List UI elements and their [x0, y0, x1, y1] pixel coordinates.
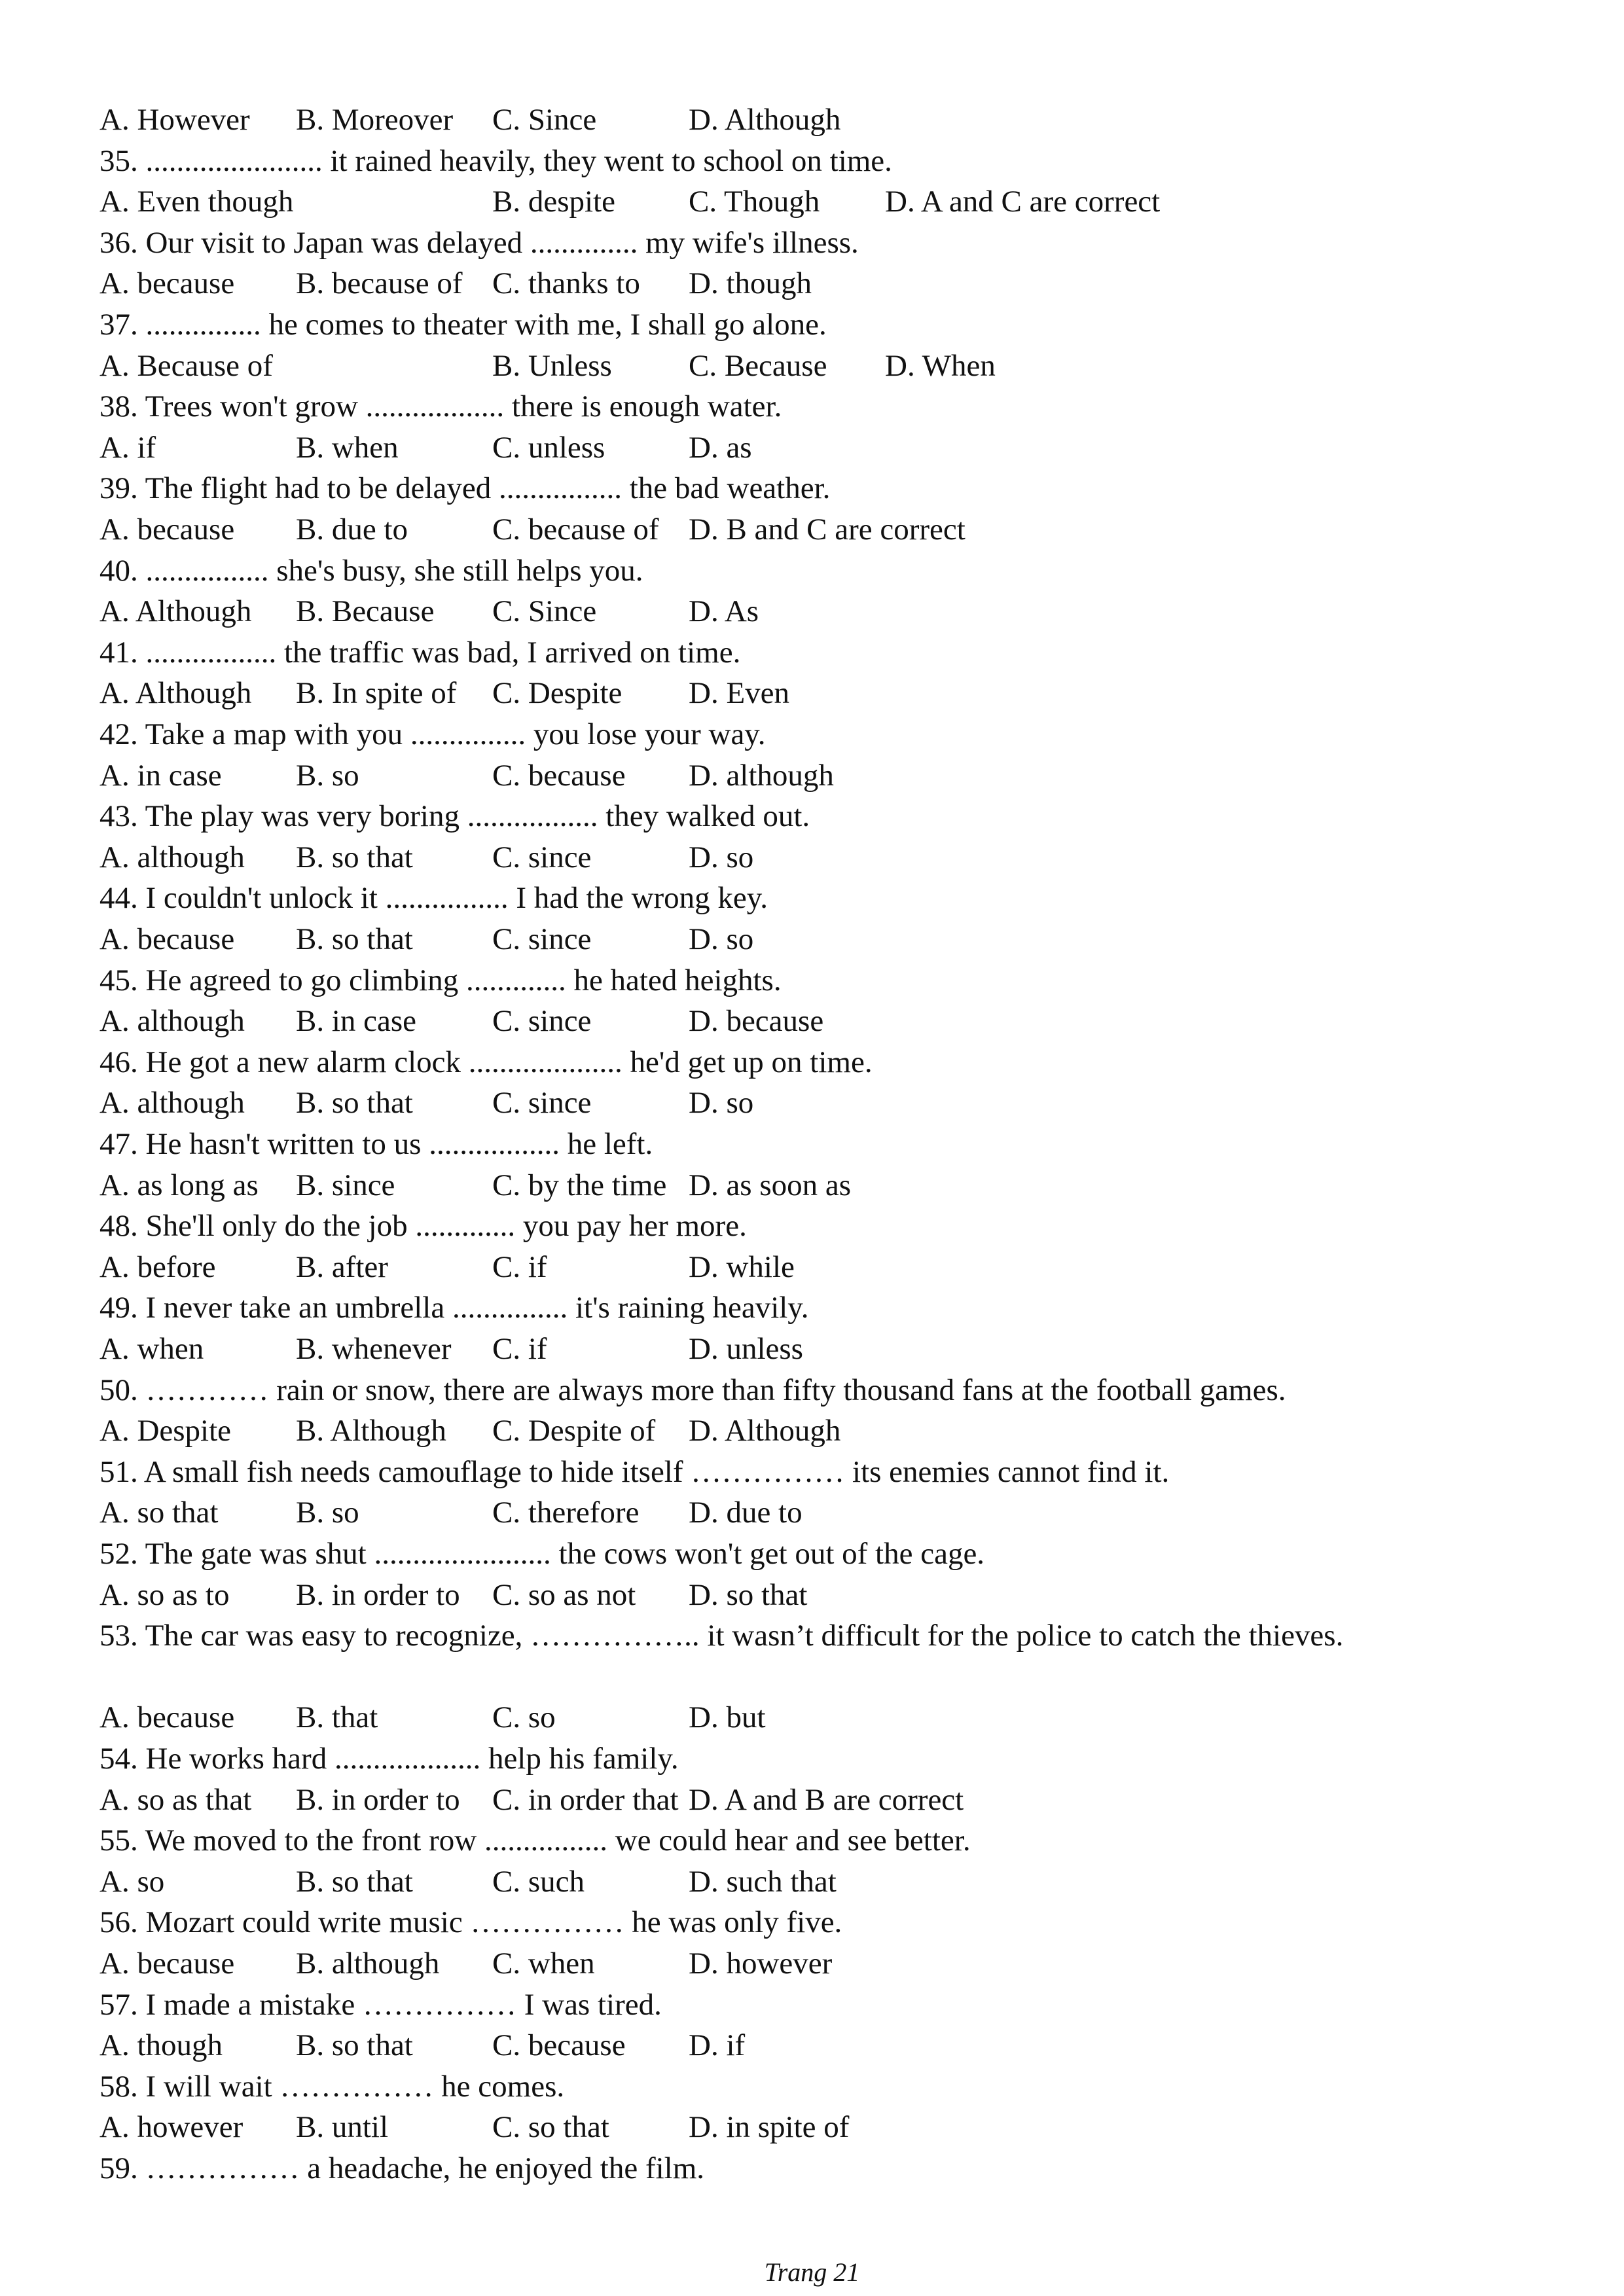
question-text: 43. The play was very boring ................. they walked out. [99, 799, 810, 834]
option-d: D. though [689, 266, 812, 301]
option-a: A. Because of [99, 348, 273, 383]
option-e: D. A and C are correct [885, 185, 1161, 219]
option-a: A. before [99, 1249, 216, 1284]
option-d: D. as [689, 430, 752, 465]
option-a: A. if [99, 430, 156, 465]
option-b: B. so that [296, 1086, 413, 1121]
question-text: 50. ………… rain or snow, there are always more than fifty thousand fans at the football games. [99, 1372, 1286, 1407]
question-text: 40. ................ she's busy, she still helps you. [99, 553, 643, 588]
question-text: 47. He hasn't written to us ................. he left. [99, 1127, 653, 1161]
option-c: C. therefore [492, 1496, 640, 1530]
option-b: B. Because [296, 594, 435, 629]
option-b: B. so that [296, 1864, 413, 1899]
option-d: D. As [689, 594, 759, 629]
option-a: A. Although [99, 676, 252, 711]
question-text: 53. The car was easy to recognize, …………….. it wasn’t difficult for the police to catch the thieves. [99, 1619, 1344, 1653]
option-a: A. However [99, 103, 250, 137]
option-d: D. B and C are correct [689, 512, 965, 547]
option-d: D. if [689, 2028, 746, 2063]
option-d: D. because [689, 1004, 824, 1039]
option-d: D. in spite of [689, 2110, 850, 2145]
option-c: B. despite [492, 185, 615, 219]
option-a: A. because [99, 922, 235, 956]
option-d: D. while [689, 1249, 795, 1284]
option-c: C. since [492, 840, 592, 874]
option-a: A. because [99, 512, 235, 547]
option-b: B. so that [296, 2028, 413, 2063]
option-c: C. unless [492, 430, 605, 465]
option-c: C. so as not [492, 1577, 636, 1612]
option-c: C. since [492, 922, 592, 956]
option-c: C. because [492, 758, 626, 793]
option-c: C. Since [492, 594, 597, 629]
option-b: B. so [296, 758, 359, 793]
option-a: A. as long as [99, 1168, 259, 1202]
option-a: A. Despite [99, 1414, 232, 1448]
option-a: A. although [99, 1004, 245, 1039]
option-b: B. after [296, 1249, 388, 1284]
option-d: D. so [689, 840, 754, 874]
option-d: D. so that [689, 1577, 808, 1612]
option-a: A. when [99, 1332, 204, 1366]
option-b: B. in order to [296, 1577, 460, 1612]
option-c: C. since [492, 1004, 592, 1039]
question-text: 42. Take a map with you ............... you lose your way. [99, 717, 766, 751]
option-b: B. in case [296, 1004, 417, 1039]
option-c: C. because [492, 2028, 626, 2063]
option-d: D. unless [689, 1332, 803, 1366]
option-d: D. due to [689, 1496, 803, 1530]
option-c: C. so [492, 1700, 556, 1735]
option-b: B. that [296, 1700, 378, 1735]
option-c: C. if [492, 1332, 547, 1366]
option-d: D. so [689, 1086, 754, 1121]
option-a: A. Even though [99, 185, 294, 219]
question-text: 54. He works hard ................... help his family. [99, 1742, 679, 1776]
option-c: C. such [492, 1864, 585, 1899]
question-text: 51. A small fish needs camouflage to hide itself …………… its enemies cannot find it. [99, 1454, 1170, 1489]
option-b: B. due to [296, 512, 408, 547]
option-d: C. Though [689, 185, 820, 219]
option-d: D. so [689, 922, 754, 956]
question-text: 46. He got a new alarm clock .................... he'd get up on time. [99, 1045, 873, 1079]
option-d: D. although [689, 758, 834, 793]
option-c: C. since [492, 1086, 592, 1121]
option-a: A. so as that [99, 1782, 252, 1817]
option-b: B. Although [296, 1414, 446, 1448]
option-a: A. because [99, 266, 235, 301]
option-d: C. Because [689, 348, 827, 383]
option-a: A. though [99, 2028, 223, 2063]
question-text: 36. Our visit to Japan was delayed .............. my wife's illness. [99, 225, 859, 260]
option-a: A. so [99, 1864, 165, 1899]
question-text: 44. I couldn't unlock it ................ I had the wrong key. [99, 881, 768, 916]
question-text: 39. The flight had to be delayed ................ the bad weather. [99, 471, 831, 506]
option-b: B. In spite of [296, 676, 457, 711]
question-text: 59. …………… a headache, he enjoyed the film. [99, 2151, 705, 2185]
option-a: A. however [99, 2110, 244, 2145]
question-text: 57. I made a mistake …………… I was tired. [99, 1987, 662, 2022]
option-c: C. so that [492, 2110, 609, 2145]
option-a: A. so as to [99, 1577, 230, 1612]
option-a: A. in case [99, 758, 222, 793]
option-c: C. Since [492, 103, 597, 137]
question-text: 48. She'll only do the job ............. you pay her more. [99, 1209, 747, 1244]
option-d: D. A and B are correct [689, 1782, 964, 1817]
question-text: 49. I never take an umbrella ............... it's raining heavily. [99, 1291, 809, 1325]
option-c: C. thanks to [492, 266, 640, 301]
question-text: 58. I will wait …………… he comes. [99, 2069, 565, 2104]
option-d: D. as soon as [689, 1168, 852, 1202]
option-c: C. in order that [492, 1782, 679, 1817]
option-a: A. because [99, 1946, 235, 1981]
option-c: C. when [492, 1946, 595, 1981]
option-d: D. Although [689, 103, 841, 137]
option-c: C. Despite of [492, 1414, 656, 1448]
question-text: 41. ................. the traffic was bad, I arrived on time. [99, 635, 741, 670]
option-c: C. if [492, 1249, 547, 1284]
question-text: 38. Trees won't grow .................. there is enough water. [99, 389, 782, 424]
option-b: B. in order to [296, 1782, 460, 1817]
option-a: A. although [99, 1086, 245, 1121]
question-text: 55. We moved to the front row ................ we could hear and see better. [99, 1823, 971, 1858]
option-b: B. whenever [296, 1332, 452, 1366]
option-c: C. by the time [492, 1168, 667, 1202]
option-b: B. when [296, 430, 399, 465]
option-b: B. because of [296, 266, 463, 301]
option-e: D. When [885, 348, 996, 383]
option-b: B. since [296, 1168, 395, 1202]
option-a: A. so that [99, 1496, 219, 1530]
question-text: 52. The gate was shut ....................... the cows won't get out of the cage. [99, 1537, 985, 1571]
option-a: A. Although [99, 594, 252, 629]
question-text: 45. He agreed to go climbing ............. he hated heights. [99, 963, 782, 997]
option-b: B. so [296, 1496, 359, 1530]
option-b: B. so that [296, 922, 413, 956]
option-b: B. until [296, 2110, 389, 2145]
question-text: 37. ............... he comes to theater with me, I shall go alone. [99, 308, 827, 342]
option-b: B. so that [296, 840, 413, 874]
option-d: D. Although [689, 1414, 841, 1448]
option-d: D. however [689, 1946, 833, 1981]
option-d: D. such that [689, 1864, 837, 1899]
page-number: Trang 21 [764, 2257, 860, 2287]
option-c: B. Unless [492, 348, 612, 383]
option-c: C. because of [492, 512, 659, 547]
option-c: C. Despite [492, 676, 623, 711]
option-d: D. Even [689, 676, 790, 711]
question-text: 56. Mozart could write music …………… he was only five. [99, 1905, 842, 1940]
option-a: A. although [99, 840, 245, 874]
option-b: B. although [296, 1946, 440, 1981]
option-d: D. but [689, 1700, 766, 1735]
option-b: B. Moreover [296, 103, 454, 137]
question-text: 35. ....................... it rained heavily, they went to school on time. [99, 143, 892, 178]
option-a: A. because [99, 1700, 235, 1735]
